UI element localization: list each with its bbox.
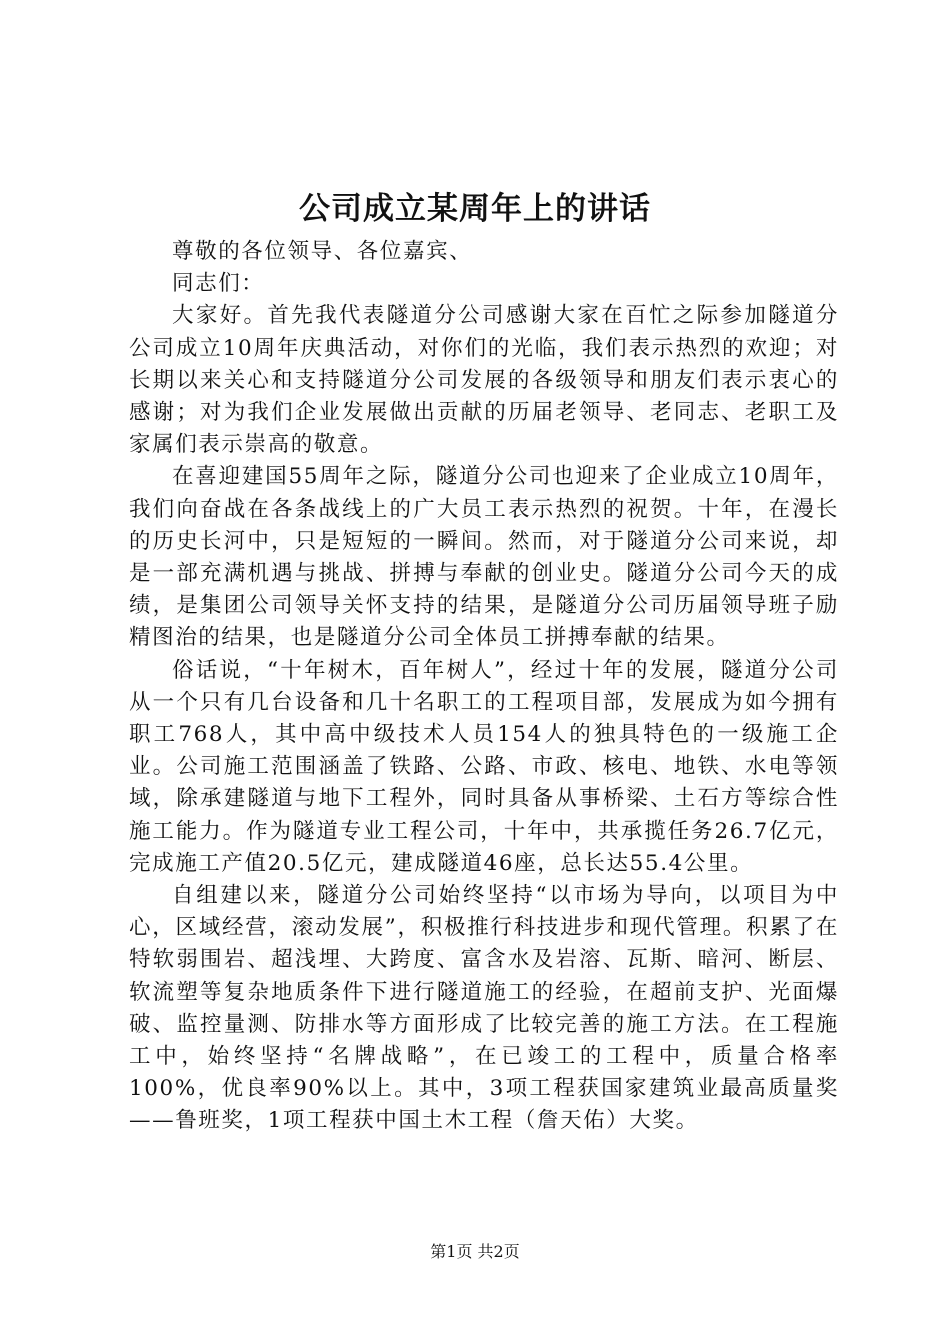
- page-number-footer: 第1页 共2页: [430, 1242, 520, 1261]
- salutation-line-1: 尊敬的各位领导、各位嘉宾、: [172, 239, 473, 264]
- salutation-line-2: 同志们：: [172, 271, 265, 297]
- paragraph-4: 自组建以来，隧道分公司始终坚持“以市场为导向，以项目为中心，区域经营，滚动发展”，积极推行科技进步和现代管理。积累了在特软弱围岩、超浅埋、大跨度、富含水及岩溶、瓦斯、暗河、断层、软流塑等复杂地质条件下进行隧道施工的经验，在超前支护、光面爆破、监控量测、防排水等方面形成了比较完善的施工方法。在工程施工中，始终坚持“名牌战略”，在已竣工的工程中，质量合格率100%，优良率90%以上。其中，3项工程获国家建筑业最高质量奖——鲁班奖，1项工程获中国土木工程（詹天佑）大奖。: [129, 883, 839, 1134]
- paragraph-2: 在喜迎建国55周年之际，隧道分公司也迎来了企业成立10周年，我们向奋战在各条战线上的广大员工表示热烈的祝贺。十年，在漫长的历史长河中，只是短短的一瞬间。然而，对于隧道分公司来说，却是一部充满机遇与挑战、拼搏与奉献的创业史。隧道分公司今天的成绩，是集团公司领导关怀支持的结果，是隧道分公司历届领导班子励精图治的结果，也是隧道分公司全体员工拼搏奉献的结果。: [129, 464, 839, 651]
- page-title: 公司成立某周年上的讲话: [299, 191, 651, 227]
- speech-body: [129, 236, 839, 1138]
- paragraph-3: 俗话说，“十年树木，百年树人”，经过十年的发展，隧道分公司从一个只有几台设备和几十名职工的工程项目部，发展成为如今拥有职工768人，其中高中级技术人员154人的独具特色的一级施工企业。公司施工范围涵盖了铁路、公路、市政、核电、地铁、水电等领域，除承建隧道与地下工程外，同时具备从事桥梁、土石方等综合性施工能力。作为隧道专业工程公司，十年中，共承揽任务26.7亿元，完成施工产值20.5亿元，建成隧道46座，总长达55.4公里。: [129, 657, 839, 876]
- paragraph-1: 大家好。首先我代表隧道分公司感谢大家在百忙之际参加隧道分公司成立10周年庆典活动，对你们的光临，我们表示热烈的欢迎；对长期以来关心和支持隧道分公司发展的各级领导和朋友们表示衷心的感谢；对为我们企业发展做出贡献的历届老领导、老同志、老职工及家属们表示崇高的敬意。: [129, 303, 839, 458]
